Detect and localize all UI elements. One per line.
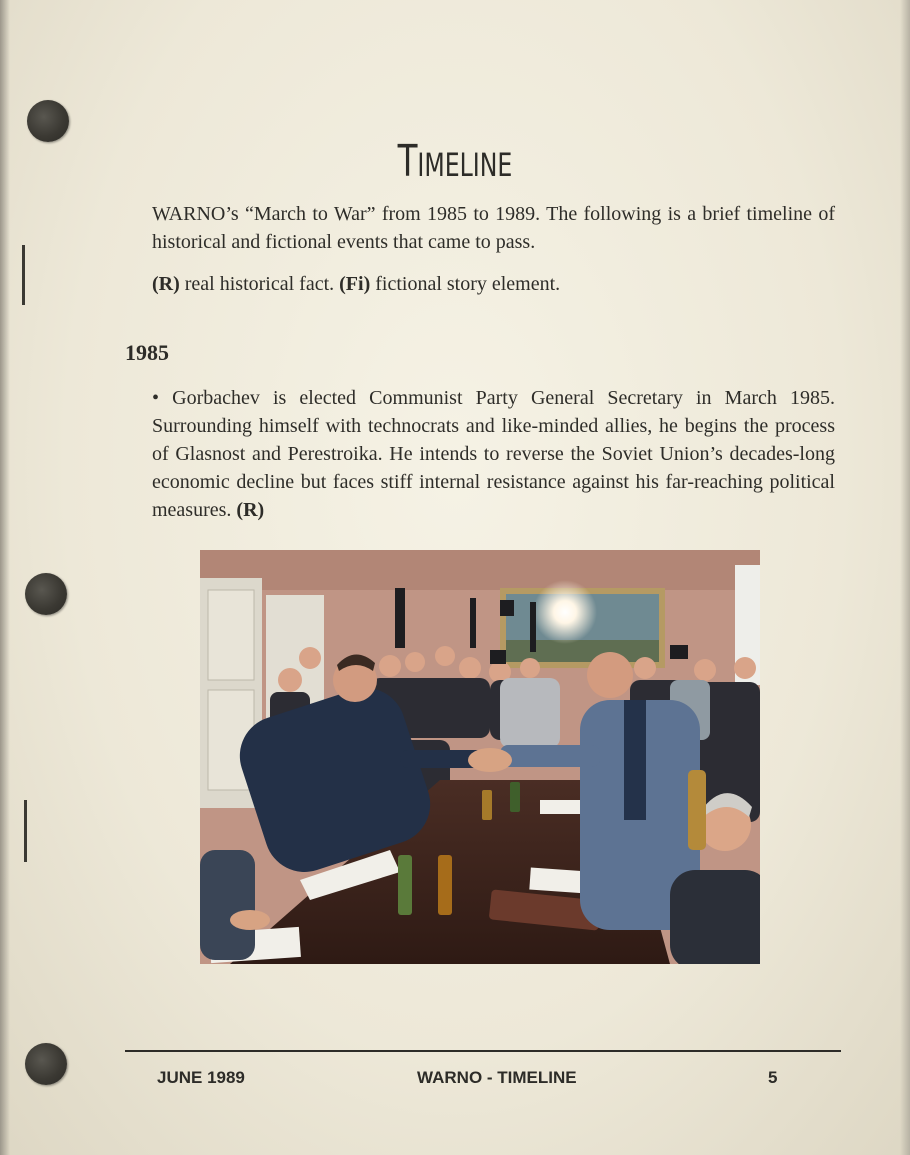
binder-hole-middle	[25, 573, 67, 615]
legend-fiction-text: fictional story element.	[370, 273, 561, 295]
footer-date: JUNE 1989	[157, 1068, 245, 1087]
section-year: 1985	[125, 340, 169, 365]
timeline-entry-tag: (R)	[236, 499, 265, 521]
title-initial: T	[397, 136, 418, 187]
footer-rule	[125, 1050, 841, 1052]
timeline-entry	[152, 384, 835, 524]
legend-real-text: real historical fact.	[179, 273, 340, 295]
legend-line	[152, 270, 560, 298]
paper-mark	[24, 800, 27, 862]
legend-fiction-tag: (Fi)	[339, 273, 371, 295]
photo-illustration	[200, 550, 760, 964]
page-title	[0, 136, 910, 187]
legend-real-tag: (R)	[152, 273, 180, 295]
footer-page-number: 5	[768, 1068, 778, 1087]
paper-mark	[22, 245, 25, 305]
intro-paragraph: WARNO’s “March to War” from 1985 to 1989. The following is a brief timeline of historical and fictional events that came to pass.	[152, 203, 835, 253]
title-rest: IMELINE	[417, 146, 513, 184]
footer-document-title: WARNO - TIMELINE	[417, 1068, 577, 1087]
binder-hole-bottom	[25, 1043, 67, 1085]
historical-photo	[200, 550, 760, 964]
timeline-entry-text: • Gorbachev is elected Communist Party General Secretary in March 1985. Surrounding himself with technocrats and like-minded allies, he begins the process of Glasnost and Perestroika. He intends to reverse the Soviet Union’s decades-long economic decline but faces stiff internal resistance against his far-reaching political measures.	[152, 387, 835, 521]
